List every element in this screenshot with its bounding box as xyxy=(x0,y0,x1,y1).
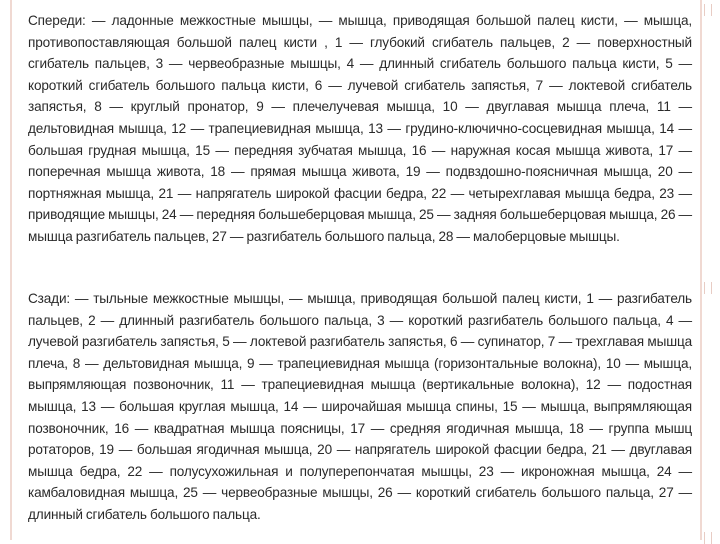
margin-mark xyxy=(704,532,712,544)
back-muscles-paragraph: Сзади: — тыльные межкостные мышцы, — мышца, приводящая большой палец кисти, 1 — разгибатель пальцев, 2 — длинный разгибатель большого пальца, 3 — короткий разгибатель большого пальца, 4 — лучевой разгибатель запястья, 5 — локтевой разгибатель запястья, 6 — супинатор, 7 — трехглавая мышца плеча, 8 — дельтовидная мышца, 9 — трапециевидная мышца (горизонтальные волокна), 10 — мышца, выпрямляющая позвоночник, 11 — трапециевидная мышца (вертикальные волокна), 12 — подостная мышца, 13 — большая круглая мышца, 14 — широчайшая мышца спины, 15 — мышца, выпрямляющая позвоночник, 16 — квадратная мышца поясницы, 17 — средняя ягодичная мышца, 18 — группа мышц ротаторов, 19 — большая ягодичная мышца, 20 — напрягатель широкой фасции бедра, 21 — двуглавая мышца бедра, 22 — полусухожильная и полуперепончатая мышцы, 23 — икроножная мышца, 24 — камбаловидная мышца, 25 — червеобразные мышцы, 26 — короткий сгибатель большого пальца, 27 — длинный сгибатель большого пальца. xyxy=(28,291,692,522)
margin-mark xyxy=(704,282,712,294)
margin-mark xyxy=(704,4,712,16)
right-margin-rule xyxy=(700,0,702,540)
front-muscles-paragraph: Спереди: — ладонные межкостные мышцы, — мышца, приводящая большой палец кисти, — мышца, противопоставляющая большой палец кисти , 1 — глубокий сгибатель пальцев, 2 — поверхностный сгибатель пальцев, 3 — червеобразные мышцы, 4 — длинный сгибатель большого пальца кисти, 5 — короткий сгибатель большого пальца кисти, 6 — лучевой сгибатель запястья, 7 — локтевой сгибатель запястья, 8 — круглый пронатор, 9 — плечелучевая мышца, 10 — двуглавая мышца плеча, 11 — дельтовидная мышца, 12 — трапециевидная мышца, 13 — грудино-ключично-сосцевидная мышца, 14 — большая грудная мышца, 15 — передняя зубчатая мышца, 16 — наружная косая мышца живота, 17 — поперечная мышца живота, 18 — прямая мышца живота, 19 — подвздошно-поясничная мышца, 20 — портняжная мышца, 21 — напрягатель широкой фасции бедра, 22 — четырехглавая мышца бедра, 23 — приводящие мышцы, 24 — передняя большеберцовая мышца, 25 — задняя большеберцовая мышца, 26 — мышца разгибатель пальцев, 27 — разгибатель большого пальца, 28 — малоберцовые мышцы. xyxy=(28,13,692,244)
left-margin-rule xyxy=(10,0,12,540)
